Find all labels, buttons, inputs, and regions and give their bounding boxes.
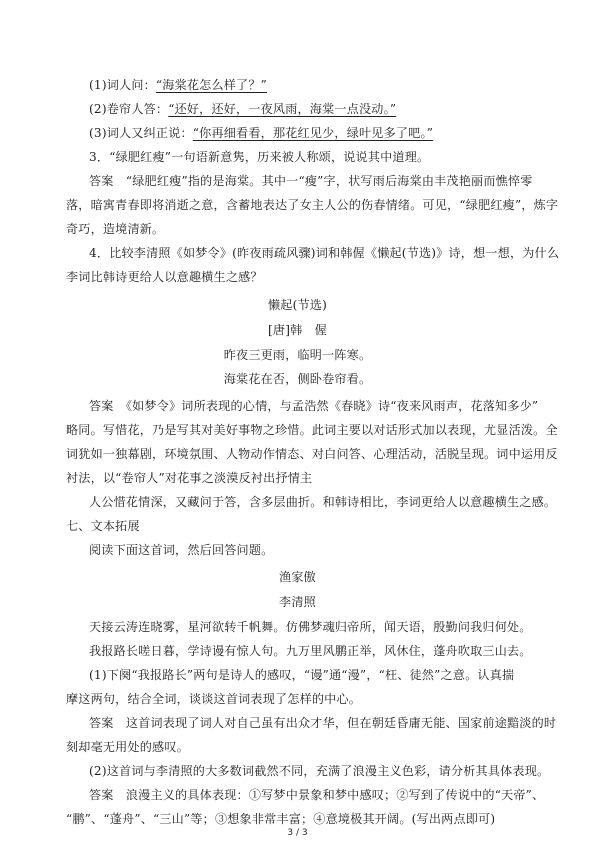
dialogue-line-3: (3)词人又纠正说：“你再细看看，那花红见少，绿叶见多了吧。” — [89, 126, 434, 140]
answer-4-line-4: 衬法，以“卷帘人”对花事之淡漠反衬出抒情主 — [66, 471, 313, 485]
answer-4-line-1: 答案 《如梦令》词所表现的心情，与孟浩然《春晓》诗“夜来风雨声，花落知多少” — [89, 399, 539, 413]
poem-line-1: 昨夜三更雨，临明一阵寒。 — [223, 348, 372, 362]
sub-answer-1-line-2: 刻却毫无用处的感叹。 — [66, 740, 189, 754]
poem-author: [唐]韩 偓 — [267, 323, 327, 337]
answer-4-line-3: 词犹如一独幕剧，环境氛围、人物动作情态、对白问答、心理活动，活脱呈现。词中运用反 — [66, 447, 558, 461]
sub-answer-2-line-1: 答案 浪漫主义的具体表现：①写梦中景象和梦中感叹；②写到了传说中的“天帝”、 — [89, 788, 545, 802]
answer-4-line-5: 人公惜花情深，又藏问于答，含多层曲折。和韩诗相比，李词更给人以意趣横生之感。 — [89, 495, 557, 509]
poem-line-2: 海棠花在否，侧卧卷帘看。 — [223, 372, 372, 386]
sub-question-2: (2)这首词与李清照的大多数词截然不同，充满了浪漫主义色彩，请分析其具体表现。 — [89, 764, 550, 778]
answer-3-line-1: 答案 “绿肥红瘦”指的是海棠。其中一“瘦”字，状写雨后海棠由丰茂艳丽而憔悴零 — [89, 174, 533, 188]
page-number: 3 / 3 — [287, 828, 308, 838]
sub-question-1-line-1: (1)下阕“我报路长”两句是诗人的感叹，“谩”通“漫”，“枉、徒然”之意。认真揣 — [89, 668, 515, 682]
answer-4-line-2: 略同。写惜花，乃是写其对美好事物之珍惜。此词主要以对话形式加以表现，尤显活泼。全 — [66, 423, 558, 437]
dialogue-line-2: (2)卷帘人答：“还好，还好，一夜风雨，海棠一点没动。” — [89, 102, 397, 116]
sub-answer-2-line-2: “鹏”、“蓬舟”、“三山”等；③想象非常丰富；④意境极其开阔。(写出两点即可) — [66, 812, 496, 826]
ci-stanza-1: 天接云涛连晓雾，星河欲转千帆舞。仿佛梦魂归帝所，闻天语，殷勤问我归何处。 — [89, 620, 532, 634]
ci-author: 李清照 — [279, 595, 316, 609]
ci-stanza-2: 我报路长嗟日暮，学诗谩有惊人句。九万里风鹏正举，风休住，蓬舟吹取三山去。 — [89, 644, 532, 658]
poem-title: 懒起(节选) — [267, 298, 327, 312]
instruction: 阅读下面这首词，然后回答问题。 — [89, 543, 274, 557]
question-3: 3．“绿肥红瘦”一句语新意隽，历来被人称颂，说说其中道理。 — [89, 150, 430, 164]
section-heading: 七、文本拓展 — [66, 519, 140, 533]
sub-answer-1-line-1: 答案 这首词表现了词人对自己虽有出众才华，但在朝廷昏庸无能、国家前途黯淡的时 — [89, 716, 557, 730]
question-4-line-2: 李词比韩诗更给人以意趣横生之感？ — [66, 270, 263, 284]
answer-3-line-3: 奇巧，造境清新。 — [66, 222, 165, 236]
sub-question-1-line-2: 摩这两句，结合全词，谈谈这首词表现了怎样的中心。 — [66, 692, 362, 706]
question-4-line-1: 4．比较李清照《如梦令》(昨夜雨疏风骤)词和韩偓《懒起(节选)》诗，想一想，为什么 — [89, 246, 560, 260]
answer-3-line-2: 落，暗寓青春即将消逝之意，含蓄地表达了女主人公的伤春情绪。可见，“绿肥红瘦”，炼字 — [66, 198, 559, 212]
dialogue-line-1: (1)词人问：“海棠花怎么样了？” — [89, 78, 268, 92]
ci-title: 渔家傲 — [279, 570, 316, 584]
